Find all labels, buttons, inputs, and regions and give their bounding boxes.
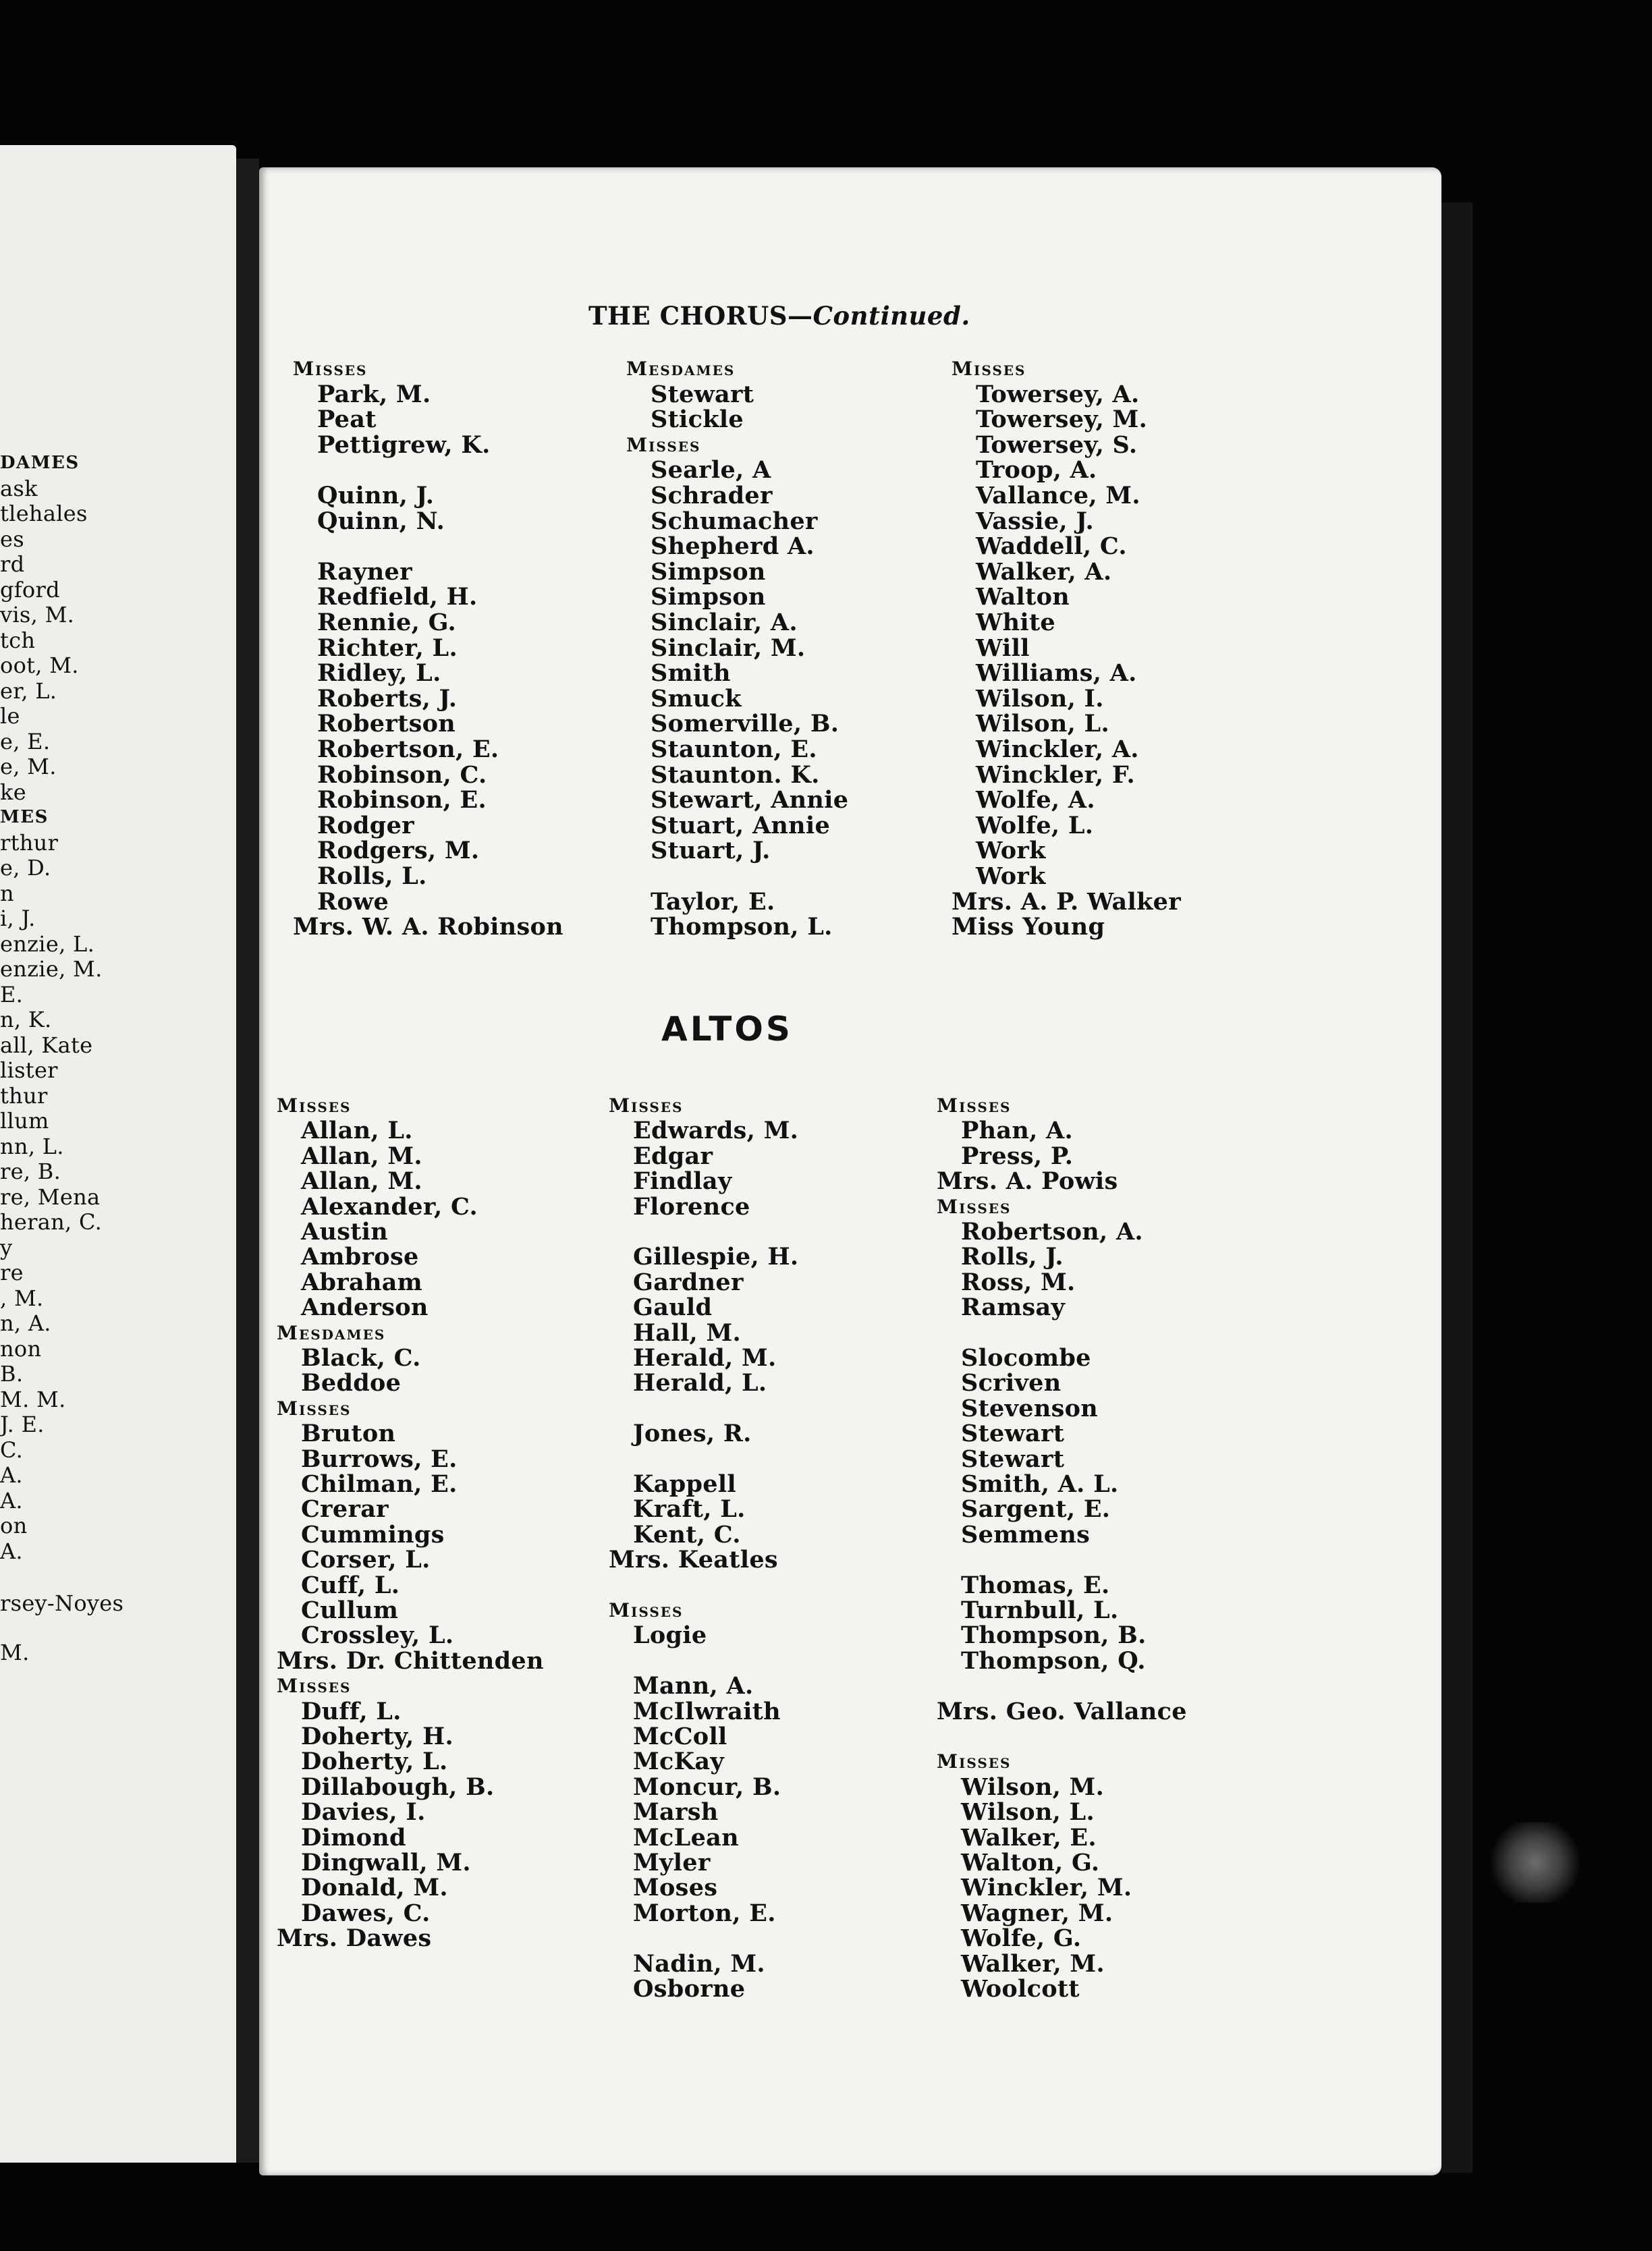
name-entry: Moncur, B.	[633, 1773, 781, 1801]
name-entry: Stewart	[961, 1445, 1065, 1473]
name-entry: Smith	[651, 659, 731, 688]
group-heading: Misses	[609, 1094, 684, 1117]
left-page-line: n	[0, 880, 14, 906]
left-page-line: heran, C.	[0, 1209, 103, 1235]
left-page-line: A.	[0, 1538, 23, 1564]
left-page-line: e, E.	[0, 728, 51, 754]
name-entry: Staunton. K.	[651, 760, 820, 789]
name-entry: Cuff, L.	[301, 1571, 400, 1599]
name-entry: Mann, A.	[633, 1672, 754, 1700]
name-entry: Anderson	[301, 1294, 429, 1322]
name-entry: Ambrose	[301, 1243, 419, 1271]
left-page-fragment	[0, 145, 236, 2163]
left-page-line: re, B.	[0, 1159, 61, 1184]
name-entry: Schumacher	[651, 507, 818, 535]
name-entry: Miss Young	[952, 913, 1105, 941]
name-entry: Rolls, L.	[317, 862, 427, 890]
name-entry: Wolfe, L.	[976, 811, 1094, 839]
name-entry: Wolfe, G.	[961, 1924, 1082, 1953]
name-entry: Stewart	[961, 1420, 1065, 1448]
name-entry: Corser, L.	[301, 1546, 431, 1574]
heading-continued: Continued.	[813, 301, 970, 331]
name-entry: Herald, L.	[633, 1369, 767, 1397]
heading-main: THE CHORUS—	[588, 301, 813, 331]
name-entry: Kraft, L.	[633, 1495, 746, 1524]
name-entry: Mrs. A. P. Walker	[952, 887, 1181, 916]
group-heading: Misses	[277, 1397, 352, 1420]
name-entry: Smith, A. L.	[961, 1470, 1119, 1498]
name-entry: Kappell	[633, 1470, 737, 1498]
name-entry: Nadin, M.	[633, 1949, 765, 1978]
name-entry: Herald, M.	[633, 1344, 777, 1372]
name-entry: Allan, L.	[301, 1117, 413, 1145]
left-page-line: vis, M.	[0, 602, 75, 628]
name-entry: Davies, I.	[301, 1798, 426, 1827]
left-page-line: B.	[0, 1361, 24, 1387]
left-page-line: ke	[0, 779, 26, 805]
name-entry: Sinclair, M.	[651, 634, 806, 662]
name-entry: Rodgers, M.	[317, 837, 480, 865]
name-entry: Somerville, B.	[651, 710, 839, 738]
left-page-line: J. E.	[0, 1412, 45, 1437]
name-entry: Rowe	[317, 887, 389, 916]
name-entry: Walker, A.	[976, 557, 1112, 586]
name-entry: Wilson, M.	[961, 1773, 1105, 1801]
name-entry: Vallance, M.	[976, 482, 1140, 509]
name-entry: Vassie, J.	[976, 507, 1094, 535]
name-entry: Phan, A.	[961, 1117, 1074, 1145]
name-entry: Mrs. Geo. Vallance	[937, 1697, 1187, 1725]
name-entry: Hall, M.	[633, 1318, 742, 1347]
left-page-line: E.	[0, 981, 24, 1007]
name-entry: Work	[976, 862, 1046, 890]
name-entry: Cummings	[301, 1520, 445, 1549]
name-entry: Work	[976, 837, 1046, 865]
name-entry: Thompson, Q.	[961, 1646, 1146, 1675]
name-entry: Allan, M.	[301, 1167, 422, 1196]
left-page-line: tch	[0, 627, 36, 653]
left-page-line: , M.	[0, 1285, 44, 1311]
name-entry: Black, C.	[301, 1344, 421, 1372]
name-entry: Winckler, A.	[976, 735, 1139, 763]
name-entry: Robertson	[317, 710, 456, 738]
name-entry: Duff, L.	[301, 1697, 402, 1725]
name-entry: Ridley, L.	[317, 659, 441, 688]
name-entry: Rayner	[317, 557, 412, 586]
name-entry: Slocombe	[961, 1344, 1091, 1372]
name-entry: Stickle	[651, 406, 744, 434]
name-entry: Quinn, N.	[317, 507, 445, 535]
name-entry: Press, P.	[961, 1142, 1074, 1170]
name-entry: Quinn, J.	[317, 482, 435, 509]
name-entry: Cullum	[301, 1596, 399, 1624]
name-entry: Bruton	[301, 1420, 396, 1448]
group-heading: Misses	[937, 1195, 1012, 1218]
name-entry: Semmens	[961, 1520, 1091, 1549]
left-page-line: MES	[0, 807, 49, 827]
name-entry: Donald, M.	[301, 1874, 448, 1902]
left-page-line: lister	[0, 1057, 58, 1083]
name-entry: Beddoe	[301, 1369, 402, 1397]
name-entry: Wolfe, A.	[976, 786, 1095, 814]
name-entry: Rodger	[317, 811, 414, 839]
name-entry: Roberts, J.	[317, 684, 458, 713]
name-entry: Crossley, L.	[301, 1621, 454, 1650]
name-entry: Osborne	[633, 1975, 746, 2003]
left-page-line: ask	[0, 475, 38, 501]
name-entry: Towersey, M.	[976, 406, 1148, 434]
left-page-line: non	[0, 1335, 42, 1362]
name-entry: Waddell, C.	[976, 532, 1127, 561]
name-entry: Pettigrew, K.	[317, 430, 491, 459]
name-entry: Gillespie, H.	[633, 1243, 799, 1271]
name-entry: Dingwall, M.	[301, 1849, 471, 1877]
name-entry: Dillabough, B.	[301, 1773, 495, 1801]
name-entry: Florence	[633, 1192, 750, 1221]
left-page-line: e, D.	[0, 855, 51, 881]
name-entry: Rolls, J.	[961, 1243, 1064, 1271]
name-entry: Winckler, F.	[976, 760, 1135, 789]
group-heading: Misses	[626, 433, 701, 456]
group-heading: Misses	[277, 1675, 352, 1698]
name-entry: Moses	[633, 1874, 718, 1902]
left-page-line: n, A.	[0, 1310, 51, 1336]
name-entry: Williams, A.	[976, 659, 1137, 688]
name-entry: Rennie, G.	[317, 609, 457, 636]
name-entry: Ross, M.	[961, 1268, 1076, 1296]
page-heading	[588, 301, 970, 331]
name-entry: Marsh	[633, 1798, 719, 1827]
name-entry: Allan, M.	[301, 1142, 422, 1170]
name-entry: Wilson, L.	[961, 1798, 1095, 1827]
name-entry: Stuart, Annie	[651, 811, 831, 839]
left-page-line: all, Kate	[0, 1032, 93, 1058]
name-entry: McIlwraith	[633, 1697, 781, 1725]
left-page-line: le	[0, 703, 20, 729]
left-page-line: M. M.	[0, 1386, 66, 1412]
name-entry: Burrows, E.	[301, 1445, 458, 1473]
name-entry: McKay	[633, 1748, 724, 1776]
name-entry: Woolcott	[961, 1975, 1080, 2003]
name-entry: Edwards, M.	[633, 1117, 799, 1145]
name-entry: McLean	[633, 1823, 739, 1852]
name-entry: Sinclair, A.	[651, 609, 798, 636]
name-entry: Logie	[633, 1621, 707, 1650]
group-heading: Misses	[952, 358, 1026, 380]
left-page-line: enzie, L.	[0, 930, 95, 957]
name-entry: Walton	[976, 583, 1070, 611]
name-entry: Mrs. A. Powis	[937, 1167, 1118, 1196]
name-entry: Morton, E.	[633, 1899, 776, 1927]
left-page-line: C.	[0, 1437, 24, 1463]
left-page-line: A.	[0, 1487, 23, 1513]
name-entry: Crerar	[301, 1495, 389, 1524]
name-entry: Mrs. Dawes	[277, 1924, 432, 1953]
name-entry: Doherty, L.	[301, 1748, 448, 1776]
book-spine	[236, 159, 259, 2163]
name-entry: Simpson	[651, 583, 766, 611]
name-entry: Mrs. W. A. Robinson	[293, 913, 563, 941]
name-entry: Chilman, E.	[301, 1470, 458, 1498]
name-entry: Shepherd A.	[651, 532, 815, 561]
name-entry: Dawes, C.	[301, 1899, 431, 1927]
name-entry: Park, M.	[317, 380, 431, 408]
name-entry: Wilson, L.	[976, 710, 1109, 738]
group-heading: Misses	[609, 1599, 684, 1621]
page-edge	[1441, 202, 1472, 2173]
name-entry: Thomas, E.	[961, 1571, 1110, 1599]
name-entry: Walker, E.	[961, 1823, 1097, 1852]
left-page-line: i, J.	[0, 906, 36, 931]
name-entry: Gauld	[633, 1294, 713, 1322]
left-page-line: thur	[0, 1082, 48, 1109]
name-entry: Turnbull, L.	[961, 1596, 1119, 1624]
altos-section-title: ALTOS	[661, 1009, 793, 1049]
name-entry: Jones, R.	[633, 1420, 752, 1448]
name-entry: Peat	[317, 406, 377, 434]
name-entry: Abraham	[301, 1268, 423, 1296]
group-heading: Misses	[277, 1094, 352, 1117]
name-entry: Stewart	[651, 380, 754, 408]
name-entry: Walker, M.	[961, 1949, 1105, 1978]
name-entry: Towersey, A.	[976, 380, 1140, 408]
name-entry: Staunton, E.	[651, 735, 817, 763]
name-entry: Searle, A	[651, 456, 771, 484]
left-page-line: rsey-Noyes	[0, 1590, 124, 1616]
name-entry: Scriven	[961, 1369, 1062, 1397]
name-entry: Ramsay	[961, 1294, 1066, 1322]
left-page-line: er, L.	[0, 677, 57, 704]
name-entry: Dimond	[301, 1823, 406, 1852]
left-page-line: e, M.	[0, 754, 57, 779]
name-entry: Mrs. Keatles	[609, 1546, 778, 1574]
name-entry: Wagner, M.	[961, 1899, 1113, 1927]
name-entry: Robinson, E.	[317, 786, 487, 814]
name-entry: Thompson, L.	[651, 913, 833, 941]
name-entry: White	[976, 609, 1055, 636]
left-page-line: gford	[0, 576, 60, 603]
name-entry: Kent, C.	[633, 1520, 741, 1549]
group-heading: Misses	[937, 1750, 1012, 1773]
left-page-line: es	[0, 526, 24, 552]
name-entry: Will	[976, 634, 1030, 662]
group-heading: Mesdames	[277, 1321, 386, 1344]
left-page-line: tlehales	[0, 501, 88, 526]
name-entry: Stewart, Annie	[651, 786, 849, 814]
name-entry: Sargent, E.	[961, 1495, 1111, 1524]
name-entry: Towersey, S.	[976, 430, 1138, 459]
name-entry: Austin	[301, 1218, 389, 1246]
name-entry: Mrs. Dr. Chittenden	[277, 1646, 544, 1675]
name-entry: Simpson	[651, 557, 766, 586]
name-entry: Troop, A.	[976, 456, 1097, 484]
scan-damage-mark	[1485, 1822, 1586, 1903]
left-page-line: on	[0, 1513, 28, 1538]
left-page-line: oot, M.	[0, 652, 79, 678]
left-page-line: DAMES	[0, 453, 80, 473]
name-entry: Stevenson	[961, 1394, 1098, 1422]
name-entry: Schrader	[651, 482, 773, 509]
name-entry: Alexander, C.	[301, 1192, 478, 1221]
left-page-line: rthur	[0, 829, 59, 856]
name-entry: Robinson, C.	[317, 760, 487, 789]
left-page-line: nn, L.	[0, 1133, 64, 1159]
left-page-line: re	[0, 1260, 24, 1285]
name-entry: Taylor, E.	[651, 887, 775, 916]
name-entry: Doherty, H.	[301, 1723, 453, 1750]
name-entry: Edgar	[633, 1142, 713, 1170]
group-heading: Mesdames	[626, 358, 736, 380]
name-entry: Wilson, I.	[976, 684, 1104, 713]
name-entry: Robertson, E.	[317, 735, 499, 763]
group-heading: Misses	[937, 1094, 1012, 1117]
name-entry: Thompson, B.	[961, 1621, 1147, 1650]
left-page-line: enzie, M.	[0, 956, 103, 982]
left-page-line: llum	[0, 1108, 49, 1134]
left-page-line: rd	[0, 551, 25, 577]
name-entry: Myler	[633, 1849, 711, 1877]
name-entry: Winckler, M.	[961, 1874, 1132, 1902]
name-entry: Findlay	[633, 1167, 732, 1196]
name-entry: Walton, G.	[961, 1849, 1100, 1877]
left-page-line: re, Mena	[0, 1184, 101, 1210]
left-page-line: y	[0, 1234, 13, 1260]
name-entry: Gardner	[633, 1268, 744, 1296]
name-entry: Smuck	[651, 684, 742, 713]
name-entry: McColl	[633, 1723, 727, 1750]
name-entry: Redfield, H.	[317, 583, 478, 611]
left-page-line: n, K.	[0, 1007, 52, 1032]
left-page-line: M.	[0, 1639, 30, 1665]
name-entry: Richter, L.	[317, 634, 458, 662]
name-entry: Stuart, J.	[651, 837, 771, 865]
left-page-line: A.	[0, 1462, 23, 1488]
group-heading: Misses	[293, 358, 368, 380]
name-entry: Robertson, A.	[961, 1218, 1143, 1246]
